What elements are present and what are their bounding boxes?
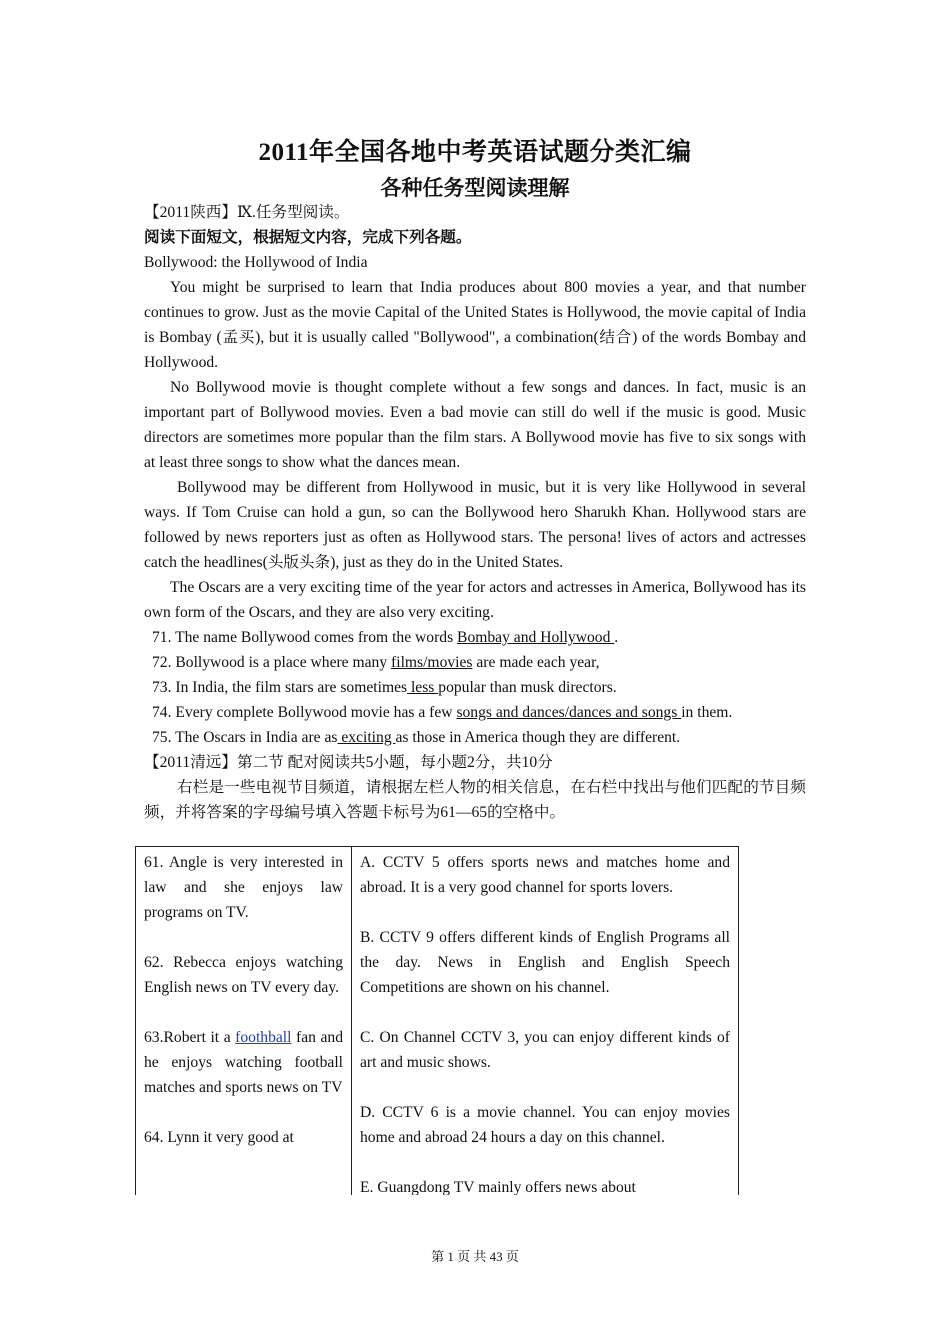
section1-source: 【2011陕西】Ⅸ.任务型阅读。: [144, 204, 350, 221]
channel-d: D. CCTV 6 is a movie channel. You can enjoy movies home and abroad 24 hours a day on this channel.: [360, 1104, 730, 1146]
passage-title: Bollywood: the Hollywood of India: [144, 254, 368, 271]
channel-a: A. CCTV 5 offers sports news and matches home and abroad. It is a very good channel for sports lovers.: [360, 854, 730, 896]
foothball-link[interactable]: foothball: [235, 1029, 292, 1046]
answer-73: less: [407, 679, 439, 696]
question-71: 71. The name Bollywood comes from the words Bombay and Hollywood .: [152, 629, 619, 646]
question-74: 74. Every complete Bollywood movie has a few songs and dances/dances and songs in them.: [152, 704, 733, 721]
person-61: 61. Angle is very interested in law and she enjoys law programs on TV.: [144, 854, 343, 921]
passage-paragraph: Bollywood may be different from Hollywood in music, but it is very like Hollywood in several ways. If Tom Cruise can hold a gun, so can the Bollywood hero Sharukh Khan. Hollywood stars are followed by news reporters just as often as Hollywood stars. The persona! lives of actors and actresses catch the headlines(头版头条), just as they do in the United States.: [144, 479, 806, 571]
person-62: 62. Rebecca enjoys watching English news on TV every day.: [144, 954, 343, 996]
document-title: 2011年全国各地中考英语试题分类汇编: [258, 139, 692, 166]
channel-b: B. CCTV 9 offers different kinds of English Programs all the day. News in English and English Speech Competitions are shown on his channel.: [360, 929, 730, 996]
section1-instruction: 阅读下面短文，根据短文内容，完成下列各题。: [144, 229, 472, 246]
passage-paragraph: The Oscars are a very exciting time of the year for actors and actresses in America, Bollywood has its own form of the Oscars, and they are also very exciting.: [144, 579, 806, 621]
answer-71: Bombay and Hollywood: [457, 629, 615, 646]
question-73: 73. In India, the film stars are sometimes less popular than musk directors.: [152, 679, 617, 696]
document-body: [144, 200, 806, 825]
channel-e: E. Guangdong TV mainly offers news about: [360, 1179, 636, 1195]
matching-left-column: [136, 847, 352, 1195]
person-64: 64. Lynn it very good at: [144, 1129, 294, 1146]
question-72: 72. Bollywood is a place where many films/movies are made each year,: [152, 654, 600, 671]
answer-74: songs and dances/dances and songs: [456, 704, 682, 721]
passage-paragraph: You might be surprised to learn that India produces about 800 movies a year, and that number continues to grow. Just as the movie Capital of the United States is Hollywood, the movie capital of India is Bombay (孟买), but it is usually called "Bollywood", a combination(结合) of the words Bombay and Hollywood.: [144, 279, 806, 371]
answer-75: exciting: [337, 729, 396, 746]
answer-72: films/movies: [391, 654, 473, 671]
passage-paragraph: No Bollywood movie is thought complete without a few songs and dances. In fact, music is an important part of Bollywood movies. Even a bad movie can still do well if the music is good. Music directors are sometimes more popular than the film stars. A Bollywood movie has five to six songs with at least three songs to show what the dances mean.: [144, 379, 806, 471]
person-63: 63.Robert it a foothball fan and he enjoys watching football matches and sports news on TV: [144, 1029, 343, 1096]
channel-c: C. On Channel CCTV 3, you can enjoy different kinds of art and music shows.: [360, 1029, 730, 1071]
section2-source: 【2011清远】第二节 配对阅读共5小题，每小题2分，共10分: [144, 754, 553, 771]
section2-instruction: 右栏是一些电视节目频道，请根据左栏人物的相关信息，在右栏中找出与他们匹配的节目频频，并将答案的字母编号填入答题卡标号为61—65的空格中。: [144, 779, 806, 821]
matching-table: [135, 846, 739, 1195]
question-75: 75. The Oscars in India are as exciting as those in America though they are different.: [152, 729, 681, 746]
matching-right-column: [352, 847, 738, 1195]
page-footer: 第 1 页 共 43 页: [431, 1249, 519, 1264]
document-subtitle: 各种任务型阅读理解: [380, 176, 570, 200]
